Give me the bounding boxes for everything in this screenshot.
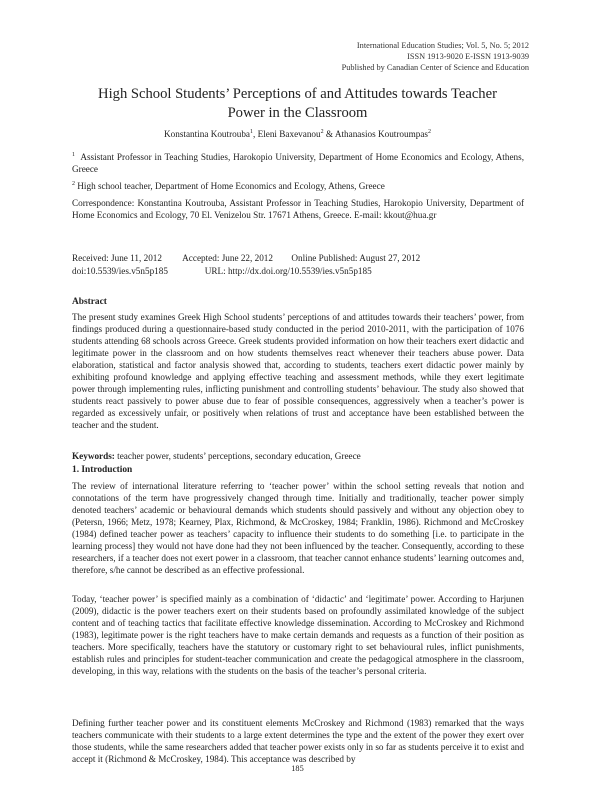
author-affiliation-mark: 2 [320,129,324,135]
affiliation-mark: 1 [72,152,75,158]
received-date: Received: June 11, 2012 [72,253,162,263]
affiliation-text: Assistant Professor in Teaching Studies, Harokopio University, Department of Home Economics and Ecology, Athens, Greece [72,152,524,175]
paper-title [40,85,555,123]
page-number: 185 [291,764,304,773]
affiliation-mark: 2 [72,181,75,187]
journal-header [342,40,529,73]
author-affiliation-mark: 2 [428,129,431,135]
abstract-heading: Abstract [72,297,107,307]
abstract-text: The present study examines Greek High School students’ perceptions of and attitudes towards their teachers’ power, from findings produced during a questionnaire-based study conducted in the period 2010-2011, with the participation of 1076 students attending 68 schools across Greece. Greek students provided information on how their teachers exert didactic and legitimate power in the classroom and on how students themselves react whenever their teachers abuse power. Data elaboration, statistical and factor analysis showed that, according to students, teachers exert didactic power mainly by exhibiting profound knowledge and applying effective teaching and assessment methods, while they exert legitimate power through implementing rules, inflicting punishment and controlling students’ behaviour. The study also showed that students react passively to power abuse due to fear of possible consequences, aggressively when a teacher’s power is regarded as excessively unfair, or positively when relations of trust and acceptance have been established between the teacher and the student. [72,312,524,430]
affiliation-1 [72,149,524,175]
doi: doi:10.5539/ies.v5n5p185 [72,266,168,276]
title-line-1: High School Students’ Perceptions of and Attitudes towards Teacher [98,86,497,102]
section-heading: 1. Introduction [72,465,133,475]
author-list: Konstantina Koutrouba$^1$, Eleni Baxevanou$^2$ & Athanasios Koutroumpas$^2$ [164,129,431,140]
journal-publisher: Published by Canadian Center of Science and Education [341,63,529,72]
doi-url: URL: http://dx.doi.org/10.5539/ies.v5n5p185 [204,266,372,276]
author-name: Athanasios Koutroumpas [334,129,428,140]
title-line-2: Power in the Classroom [227,105,368,121]
keywords-text: teacher power, students’ perceptions, secondary education, Greece [114,451,361,461]
affiliation-text: High school teacher, Department of Home Economics and Ecology, Athens, Greece [77,181,385,192]
accepted-date: Accepted: June 22, 2012 [182,253,273,263]
publication-dates [72,251,420,265]
doi-line [72,266,372,276]
author-affiliation-mark: 1 [250,129,253,135]
body-paragraph: Defining further teacher power and its constituent elements McCroskey and Richmond (1983) remarked that the ways teachers communicate with their students to a large extent determines the type and the extent of the power they exert over those students, while the same researchers added that teacher power exists only in so far as students perceive it to exist and accept it (Richmond & McCroskey, 1984). This acceptance was described by [72,718,524,764]
affiliation-2 [72,178,524,192]
keywords [72,450,524,462]
online-date: Online Published: August 27, 2012 [291,253,421,263]
author-name: Konstantina Koutrouba [164,129,250,140]
keywords-label: Keywords: [72,451,115,461]
author-name: Eleni Baxevanou [257,129,321,140]
correspondence: Correspondence: Konstantina Koutrouba, Assistant Professor in Teaching Studies, Harokopio University, Department of Home Economics and Ecology, 70 El. Venizelou Str. 17671 Athens, Greece. E-mail: kkout@hua.gr [72,198,524,220]
body-paragraph: The review of international literature referring to ‘teacher power’ within the school setting reveals that notion and connotations of the term have progressively changed through time. Initially and traditionally, teacher power simply denoted teachers’ academic or behavioural demands which students should passively and without any objection obey to (Petersn, 1966; Metz, 1978; Kearney, Plax, Richmond, & McCroskey, 1984; Franklin, 1986). Richmond and McCroskey (1984) defined teacher power as teachers’ capacity to influence their students to do something [i.e. to participate in the learning process] they would not have done had they not been influenced by the teacher. Consequently, according to these researchers, if a teacher does not exert power in a classroom, that teacher cannot enhance students’ learning outcomes and, therefore, s/he cannot be described as an effective professional. [72,481,524,575]
body-paragraph: Today, ‘teacher power’ is specified mainly as a combination of ‘didactic’ and ‘legitimate’ power. According to Harjunen (2009), didactic is the power teachers exert on their students based on profoundly assimilated knowledge of the subject content and of teaching tactics that facilitate effective knowledge dissemination. According to McCroskey and Richmond (1983), legitimate power is the right teachers have to make certain demands and requests as a function of their position as teachers. More specifically, teachers have the statutory or customary right to set behavioural rules, inflict punishments, establish rules and principles for student-teacher communication and create the pedagogical atmosphere in the classroom, developing, in this way, relations with the students on the basis of the teacher’s personal criteria. [72,594,524,676]
journal-issn: ISSN 1913-9020 E-ISSN 1913-9039 [407,52,529,61]
journal-name: International Education Studies; Vol. 5, No. 5; 2012 [356,41,529,50]
